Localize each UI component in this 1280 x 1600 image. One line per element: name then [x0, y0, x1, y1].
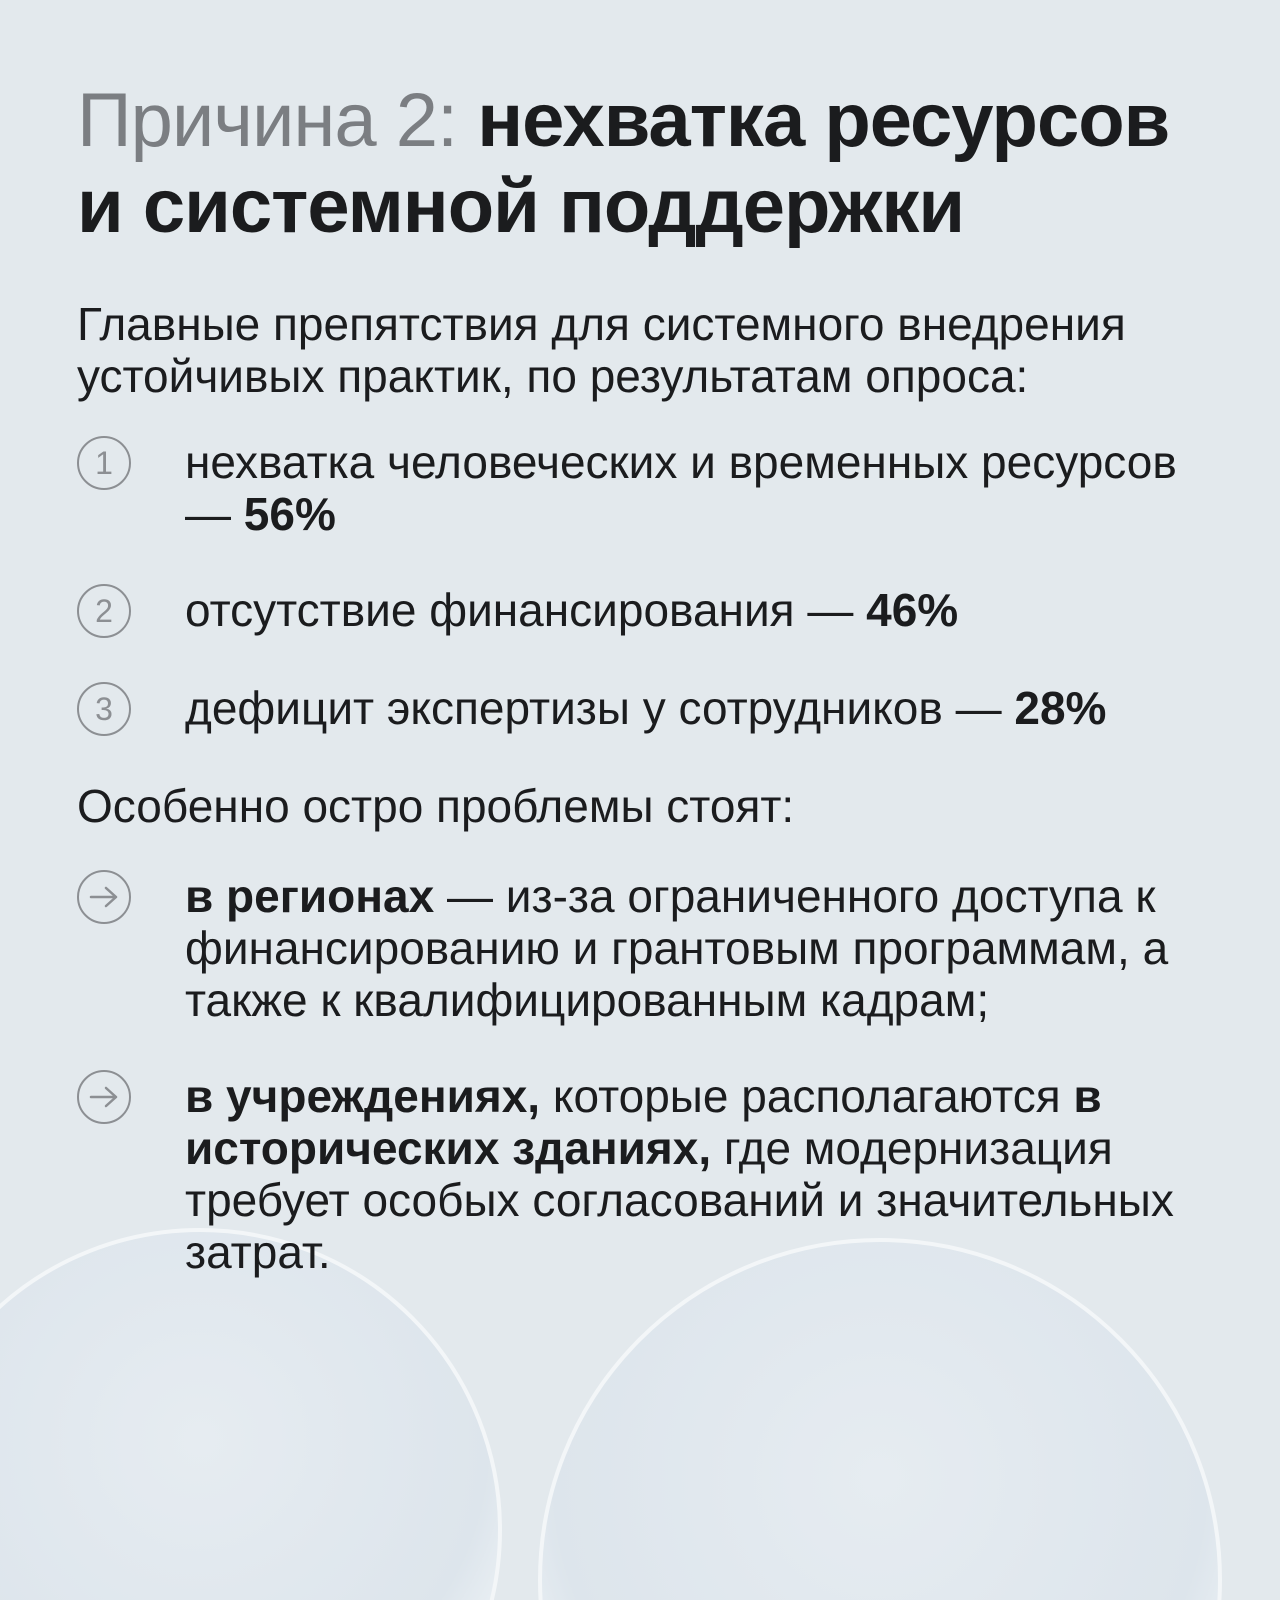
list-item [77, 584, 1217, 638]
obstacle-text [185, 436, 1217, 540]
acute-label-2: где модернизация требует особых согласований и значительных затрат. [185, 1122, 1174, 1278]
obstacles-list [77, 436, 1217, 736]
obstacle-label: отсутствие финансирования — [185, 584, 867, 636]
obstacle-text [185, 584, 958, 636]
obstacle-percent: 46% [866, 584, 959, 636]
obstacle-text [185, 682, 1106, 734]
acute-bold-2: в исторических зданиях, [185, 1070, 1102, 1174]
number-badge: 3 [77, 682, 131, 736]
obstacle-label: дефицит экспертизы у сотрудников — [185, 682, 1015, 734]
slide-title [77, 78, 1217, 250]
number-badge: 1 [77, 436, 131, 490]
list-item [77, 436, 1217, 540]
acute-bold: в регионах [185, 870, 435, 922]
acute-bold: в учреждениях, [185, 1070, 541, 1122]
bubble-left [0, 1230, 500, 1600]
obstacle-percent: 56% [243, 488, 336, 540]
list-item [77, 1070, 1217, 1278]
bubble-right [540, 1240, 1220, 1600]
obstacle-label: нехватка человеческих и временных ресурсов — [185, 436, 1177, 540]
list-item [77, 682, 1217, 736]
number-badge: 2 [77, 584, 131, 638]
acute-label: которые располагаются [540, 1070, 1074, 1122]
acute-text [185, 870, 1217, 1026]
acute-heading: Особенно остро проблемы стоят: [77, 780, 795, 832]
arrow-right-circle-icon [77, 1070, 131, 1124]
obstacle-percent: 28% [1014, 682, 1107, 734]
intro-text: Главные препятствия для системного внедрения устойчивых практик, по результатам опроса: [77, 298, 1126, 402]
acute-text [185, 1070, 1217, 1278]
list-item [77, 870, 1217, 1026]
title-prefix: Причина 2: [77, 78, 458, 163]
title-main: нехватка ресурсов и системной поддержки [77, 78, 1170, 249]
acute-list [77, 870, 1217, 1278]
acute-label: — из-за ограниченного доступа к финансированию и грантовым программам, а также к квалифицированным кадрам; [185, 870, 1169, 1026]
arrow-right-circle-icon [77, 870, 131, 924]
slide-content [77, 78, 1217, 1278]
